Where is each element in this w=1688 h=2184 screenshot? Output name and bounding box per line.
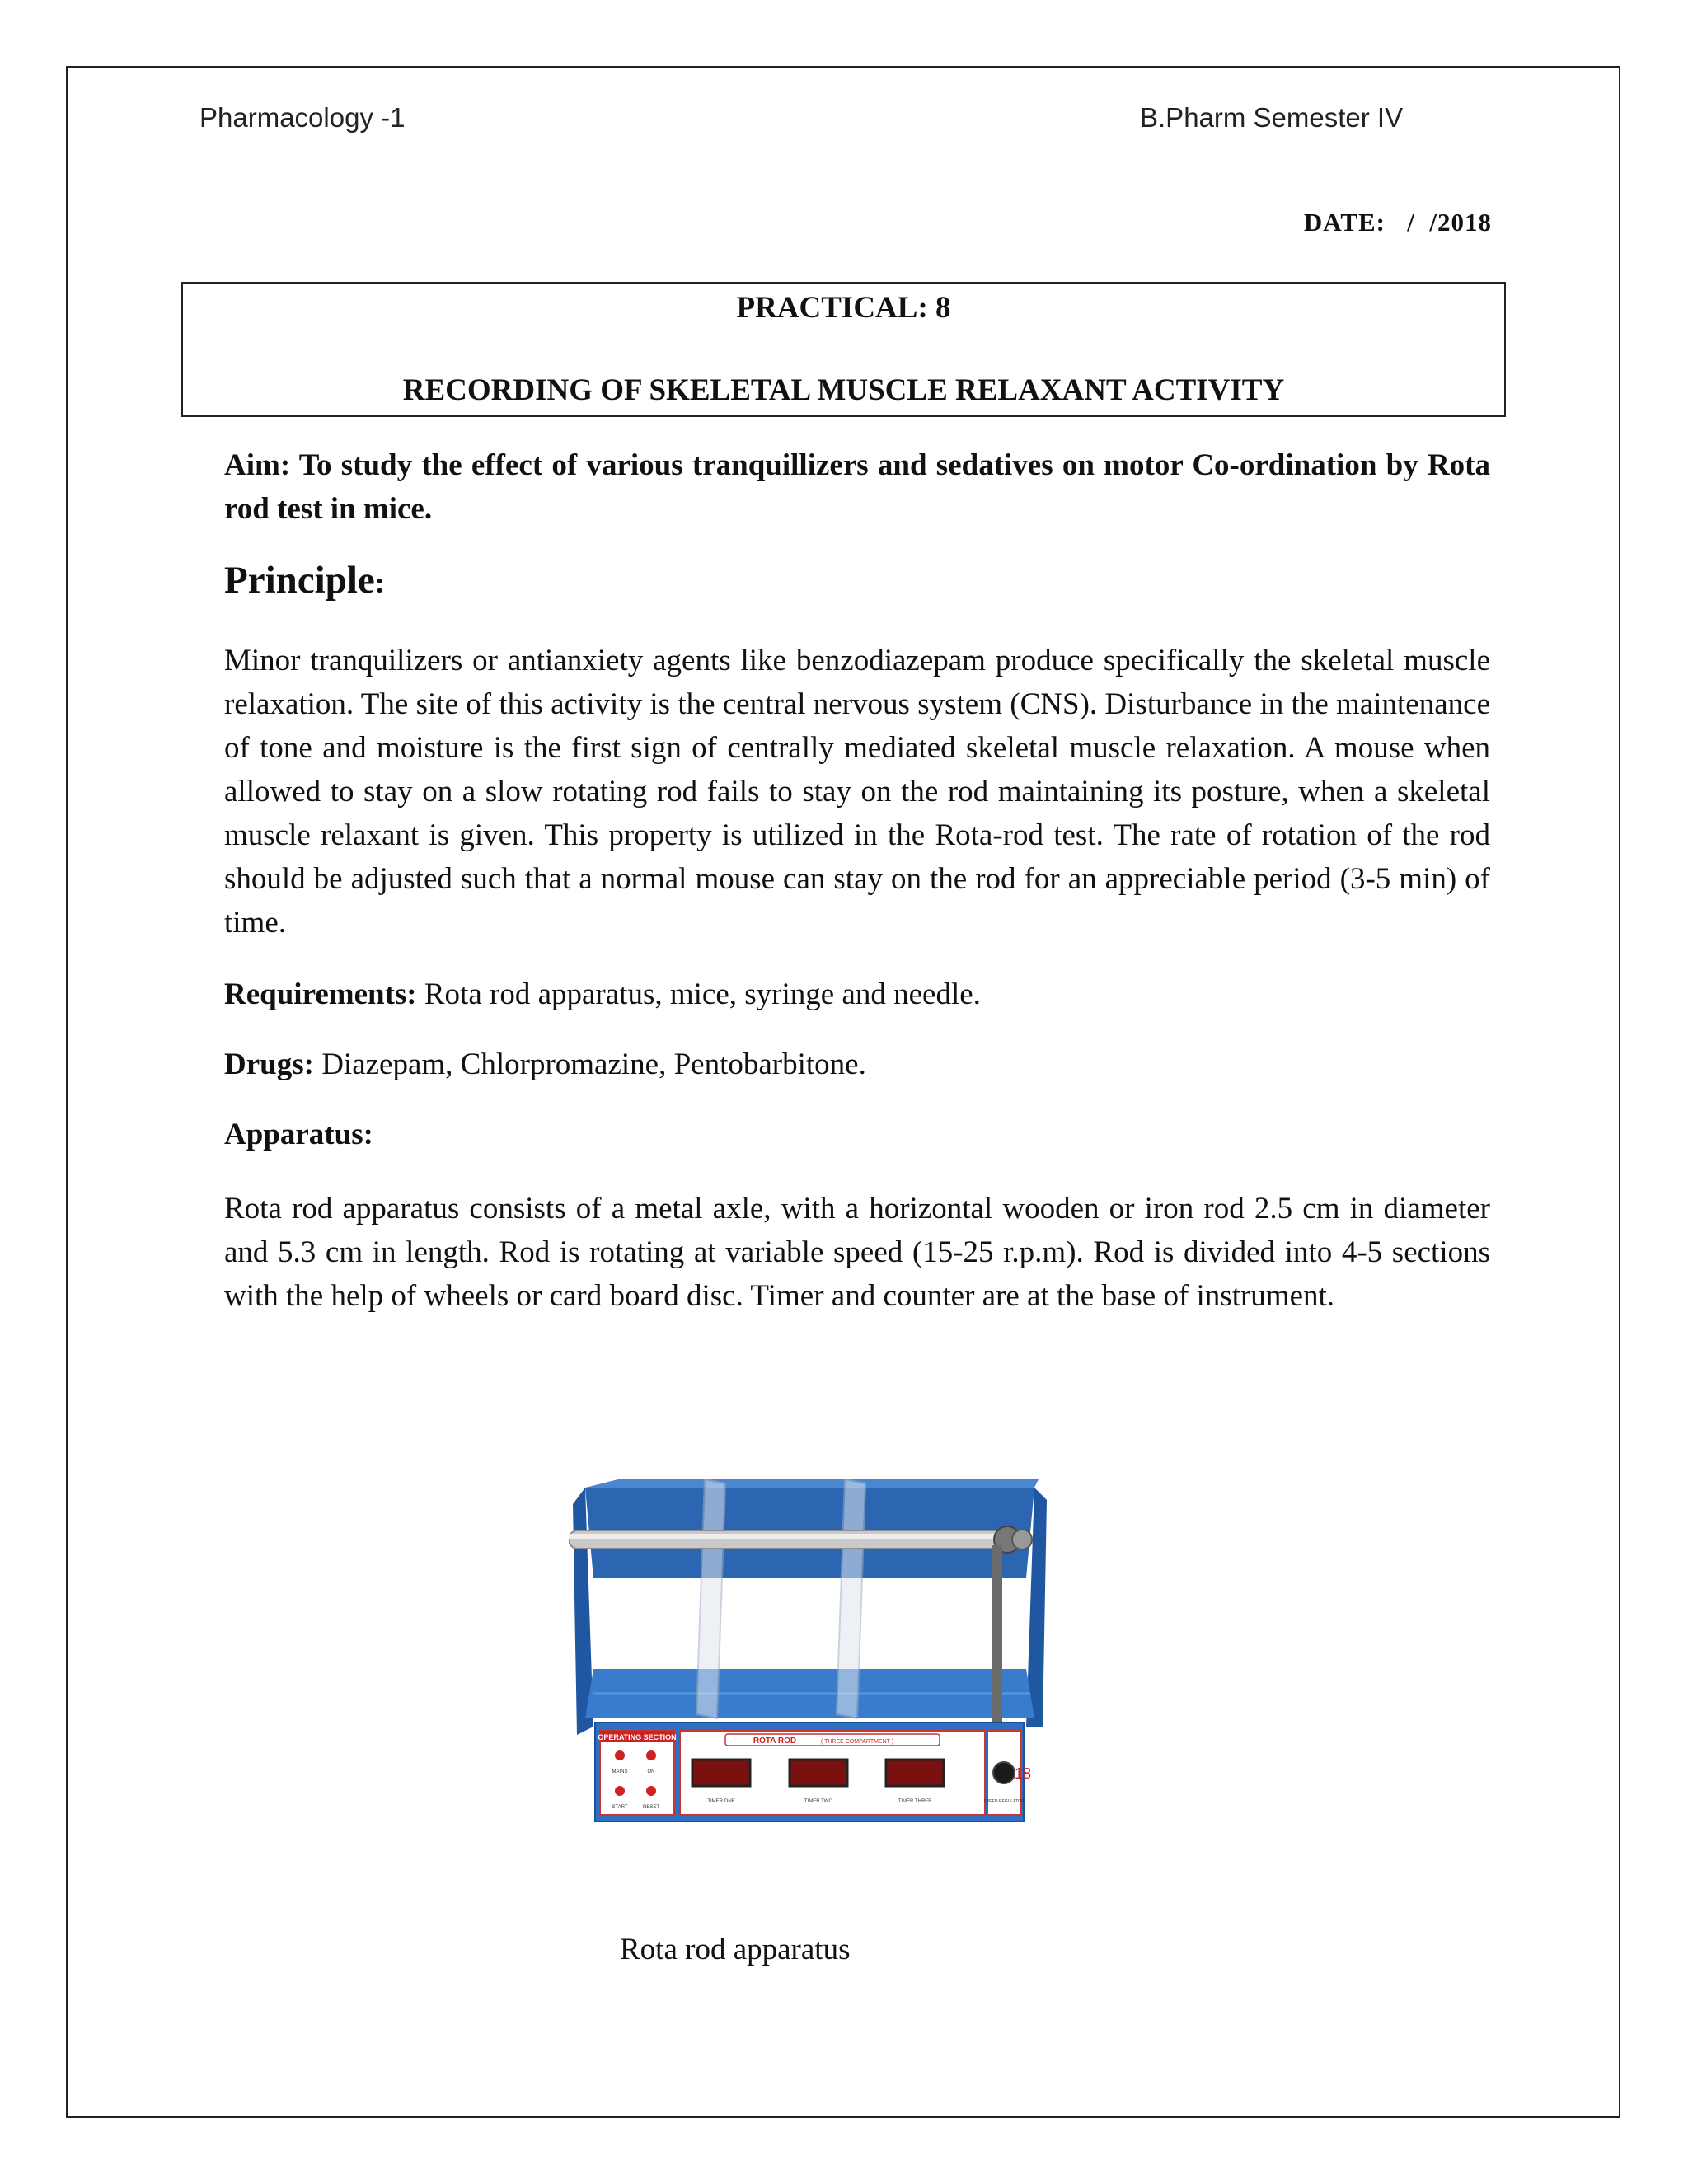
timer-three-label: TIMER THREE: [898, 1799, 932, 1804]
switch-label-reset: RESET: [642, 1805, 660, 1810]
requirements-line: [224, 972, 1490, 1016]
principle-heading-text: Principle: [224, 559, 375, 602]
drugs-text: Diazepam, Chlorpromazine, Pentobarbitone.: [313, 1047, 866, 1081]
switch-label-start: START: [612, 1805, 628, 1810]
principle-heading: [224, 559, 1490, 605]
panel-section-label: OPERATING SECTION: [598, 1733, 677, 1741]
switch-label-mains: MAINS: [612, 1769, 628, 1774]
requirements-text: Rota rod apparatus, mice, syringe and needle.: [416, 977, 981, 1011]
speed-readout: 18: [1015, 1765, 1032, 1782]
header-course: Pharmacology -1: [199, 102, 406, 133]
timer-two-label: TIMER TWO: [804, 1799, 833, 1804]
requirements-label: Requirements:: [224, 977, 417, 1011]
switch-label-on: ON: [647, 1769, 655, 1774]
title-box: [181, 282, 1506, 417]
practical-title: RECORDING OF SKELETAL MUSCLE RELAXANT ACTIVITY: [402, 373, 1285, 407]
apparatus-heading: Apparatus:: [224, 1118, 373, 1151]
drugs-label: Drugs:: [224, 1047, 314, 1081]
panel-subtitle: ( THREE COMPARTMENT ): [820, 1739, 894, 1745]
drugs-line: [224, 1043, 1490, 1086]
timer-one-label: TIMER ONE: [707, 1799, 735, 1804]
date-line: DATE: / /2018: [1303, 208, 1492, 237]
figure-caption: Rota rod apparatus: [620, 1933, 851, 1966]
principle-heading-colon: :: [374, 566, 385, 599]
rota-rod-illustration: [569, 1479, 1051, 1825]
aim-paragraph: Aim: To study the effect of various tranquillizers and sedatives on motor Co-ordination by Rota rod test in mice.: [224, 448, 1490, 526]
speed-regulator-label: SPEED REGULATOR: [983, 1799, 1025, 1804]
panel-title: ROTA ROD: [753, 1736, 797, 1746]
principle-paragraph: Minor tranquilizers or antianxiety agents like benzodiazepam produce specifically the skeletal muscle relaxation. The site of this activity is the central nervous system (CNS). Disturbance in the maintenance of tone and moisture is the first sign of centrally mediated skeletal muscle relaxation. A mouse when allowed to stay on a slow rotating rod fails to stay on the rod maintaining its posture, when a skeletal muscle relaxant is given. This property is utilized in the Rota-rod test. The rate of rotation of the rod should be adjusted such that a normal mouse can stay on the rod for an appreciable period (3-5 min) of time.: [224, 644, 1490, 940]
rota-rod-image: [569, 1479, 1051, 1825]
header-semester: B.Pharm Semester IV: [1140, 102, 1404, 133]
practical-number: PRACTICAL: 8: [736, 291, 951, 325]
apparatus-paragraph: Rota rod apparatus consists of a metal axle, with a horizontal wooden or iron rod 2.5 cm in diameter and 5.3 cm in length. Rod is rotating at variable speed (15-25 r.p.m). Rod is divided into 4-5 sections with the help of wheels or card board disc. Timer and counter are at the base of instrument.: [224, 1192, 1490, 1313]
